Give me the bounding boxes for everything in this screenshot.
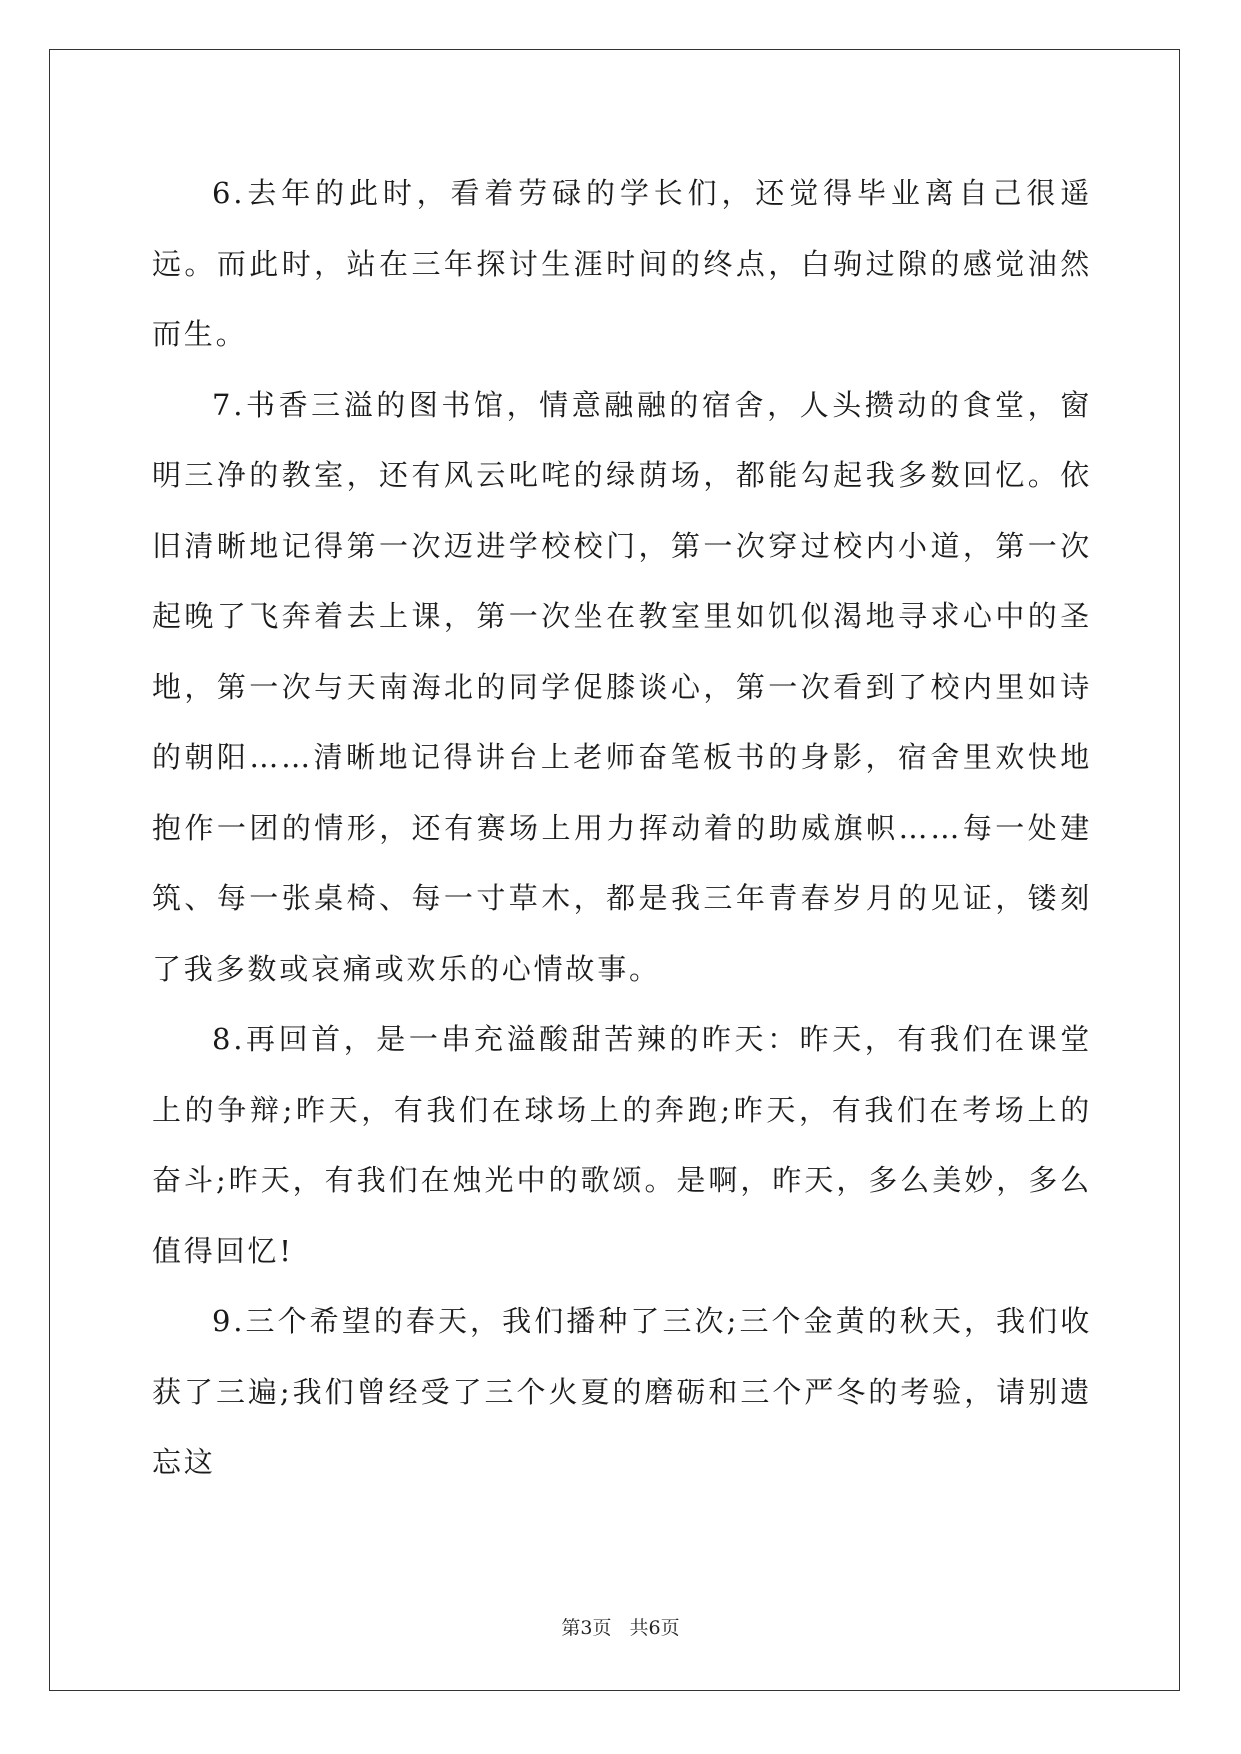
paragraph-6: 6.去年的此时，看着劳碌的学长们，还觉得毕业离自己很遥远。而此时，站在三年探讨生涯时间的终点，白驹过隙的感觉油然而生。 [152, 176, 1092, 351]
page-footer [0, 1613, 1241, 1640]
paragraph-7: 7.书香三溢的图书馆，情意融融的宿舍，人头攒动的食堂，窗明三净的教室，还有风云叱咤的绿荫场，都能勾起我多数回忆。依旧清晰地记得第一次迈进学校校门，第一次穿过校内小道，第一次起晚了飞奔着去上课，第一次坐在教室里如饥似渴地寻求心中的圣地，第一次与天南海北的同学促膝谈心，第一次看到了校内里如诗的朝阳……清晰地记得讲台上老师奋笔板书的身影，宿舍里欢快地抱作一团的情形，还有赛场上用力挥动着的助威旗帜……每一处建筑、每一张桌椅、每一寸草木，都是我三年青春岁月的见证，镂刻了我多数或哀痛或欢乐的心情故事。 [152, 387, 1092, 986]
paragraph-9: 9.三个希望的春天，我们播种了三次;三个金黄的秋天，我们收获了三遍;我们曾经受了三个火夏的磨砺和三个严冬的考验，请别遗忘这 [152, 1304, 1092, 1479]
document-body [152, 158, 1092, 1498]
page-total: 共6页 [629, 1617, 680, 1639]
paragraph-8: 8.再回首，是一串充溢酸甜苦辣的昨天：昨天，有我们在课堂上的争辩;昨天，有我们在球场上的奔跑;昨天，有我们在考场上的奋斗;昨天，有我们在烛光中的歌颂。是啊，昨天，多么美妙，多么值得回忆! [152, 1022, 1092, 1268]
page-number: 第3页 [561, 1617, 612, 1639]
